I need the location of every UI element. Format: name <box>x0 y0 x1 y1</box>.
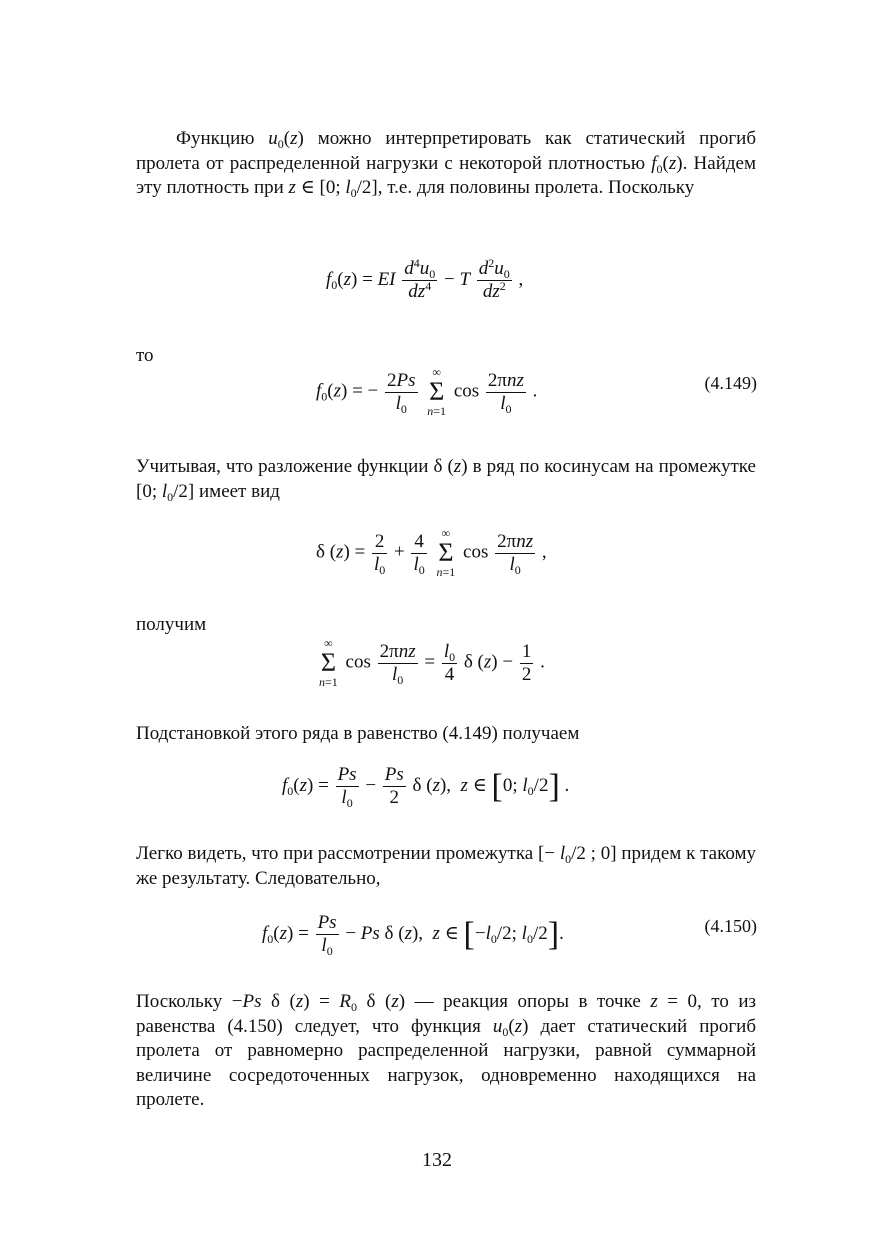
equation-5: $f_0(z)$ = $\frac{Ps}{l_0}$ − $\frac{Ps}{2}$ δ (z), z ∈ [0; $l_0/2$] . <box>282 764 570 810</box>
equation-4: ∞ Σ n=1 cos $\frac{\text{2πnz}}{l_0}$ = $\frac{l_0}{4}$ δ (z) − $\frac{1}{2}$ . <box>319 636 545 689</box>
equation-1: $f_0(z)$ = EI $\frac{d^4u_0}{dz^4}$ − T $\frac{d^2u_0}{dz^2}$ , <box>326 256 524 302</box>
paragraph-1: Функцию $u_0(z)$ можно интерпретировать как статический прогиб пролета от распределенной нагрузки с некоторой плотностью $f_0(z)$. Найдем эту плотность при z ∈ [0; $l_0/2$], т.е. для половины пролета. Поскольку <box>136 128 756 200</box>
equation-number-4-149: (4.149) <box>704 373 757 393</box>
page-number: 132 <box>422 1149 452 1171</box>
paragraph-5: Подстановкой этого ряда в равенство (4.149) получаем <box>136 723 580 744</box>
paragraph-3: Учитывая, что разложение функции δ (z) в ряд по косинусам на промежутке [0; $l_0/2$] имеет вид <box>136 456 756 504</box>
equation-number-4-150: (4.150) <box>704 916 757 936</box>
equation-2: $f_0(z)$ = − $\frac{2Ps}{l_0}$ ∞ Σ n=1 cos $\frac{\text{2πnz}}{l_0}$ . <box>316 365 538 418</box>
label-to: то <box>136 345 154 366</box>
equation-3: δ (z) = $\frac{2}{l_0}$ + $\frac{4}{l_0}$ ∞ Σ n=1 cos $\frac{\text{2πnz}}{l_0}$ , <box>316 526 547 579</box>
equation-6: $f_0(z)$ = $\frac{Ps}{l_0}$ − Ps δ (z), z ∈ [$-l_0/2$; $l_0/2$]. <box>262 912 564 958</box>
label-poluchim: получим <box>136 614 207 635</box>
paragraph-6: Легко видеть, что при рассмотрении промежутка [− $l_0/2$ ; 0] придем к такому же результату. Следовательно, <box>136 843 756 889</box>
paragraph-7: Поскольку −Ps δ $(z) = R_0$ δ (z) — реакция опоры в точке z = 0, то из равенства (4.150) следует, что функция $u_0(z)$ дает статический прогиб пролета от равномерно распределенной нагрузки, равной суммарной величине сосредоточенных нагрузок, одновременно находящихся на пролете. <box>136 991 757 1110</box>
